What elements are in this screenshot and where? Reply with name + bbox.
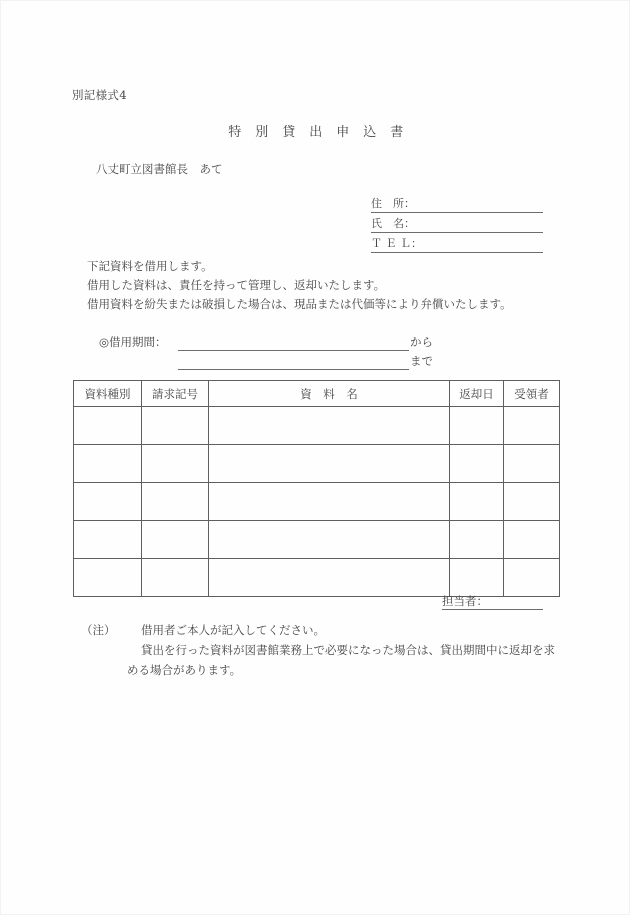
column-header-call-number: 請求記号 bbox=[142, 381, 209, 407]
tel-field-row bbox=[371, 236, 543, 253]
address-field-input[interactable] bbox=[415, 211, 543, 212]
cell-material-name[interactable] bbox=[209, 407, 450, 445]
name-field-row bbox=[371, 216, 543, 233]
column-header-material-name: 資 料 名 bbox=[209, 381, 450, 407]
page-title: 特 別 貸 出 申 込 書 bbox=[228, 125, 404, 140]
cell-receiver[interactable] bbox=[504, 521, 560, 559]
notes-line: 借用者ご本人が記入してください。 bbox=[141, 623, 325, 637]
notes-row bbox=[81, 620, 581, 680]
borrow-period-block bbox=[99, 332, 433, 370]
borrow-period-end-suffix: まで bbox=[410, 354, 433, 368]
table-row bbox=[74, 483, 560, 521]
cell-call-number[interactable] bbox=[142, 483, 209, 521]
address-field-label: 住 所： bbox=[371, 197, 415, 210]
cell-call-number[interactable] bbox=[142, 407, 209, 445]
table-row bbox=[74, 407, 560, 445]
cell-receiver[interactable] bbox=[504, 445, 560, 483]
cell-call-number[interactable] bbox=[142, 559, 209, 597]
cell-call-number[interactable] bbox=[142, 521, 209, 559]
table-row bbox=[74, 559, 560, 597]
cell-material-type[interactable] bbox=[74, 559, 142, 597]
notes-line: 貸出を行った資料が図書館業務上で必要になった場合は、貸出期間中に返却を求 bbox=[141, 643, 555, 657]
cell-return-date[interactable] bbox=[450, 559, 504, 597]
borrow-period-start-input[interactable] bbox=[178, 336, 409, 351]
column-header-return-date: 返却日 bbox=[450, 381, 504, 407]
notes-line: める場合があります。 bbox=[127, 663, 242, 677]
borrow-period-end-row bbox=[99, 351, 433, 370]
cell-material-type[interactable] bbox=[74, 407, 142, 445]
borrow-period-start-row bbox=[99, 332, 433, 351]
borrow-period-start-suffix: から bbox=[410, 335, 433, 349]
column-header-receiver: 受領者 bbox=[504, 381, 560, 407]
table-row bbox=[74, 521, 560, 559]
cell-receiver[interactable] bbox=[504, 559, 560, 597]
staff-in-charge-row bbox=[442, 593, 543, 610]
cell-receiver[interactable] bbox=[504, 407, 560, 445]
borrow-period-end-input[interactable] bbox=[178, 355, 409, 370]
cell-return-date[interactable] bbox=[450, 445, 504, 483]
declaration-line: 下記資料を借用します。 bbox=[87, 259, 213, 273]
borrow-period-label: ◎借用期間： bbox=[99, 335, 167, 349]
cell-material-name[interactable] bbox=[209, 559, 450, 597]
applicant-contact-block bbox=[371, 196, 543, 256]
table-header-row bbox=[74, 381, 560, 407]
cell-material-type[interactable] bbox=[74, 521, 142, 559]
staff-in-charge-input[interactable] bbox=[488, 608, 543, 609]
addressee-line: 八丈町立図書館長 あて bbox=[96, 162, 223, 176]
notes-body bbox=[127, 620, 581, 680]
address-field-row bbox=[371, 196, 543, 213]
name-field-label: 氏 名： bbox=[371, 217, 415, 230]
cell-material-type[interactable] bbox=[74, 483, 142, 521]
table-row bbox=[74, 445, 560, 483]
declaration-line: 借用資料を紛失または破損した場合は、現品または代価等により弁償いたします。 bbox=[87, 297, 512, 311]
column-header-material-type: 資料種別 bbox=[74, 381, 142, 407]
cell-material-name[interactable] bbox=[209, 483, 450, 521]
cell-material-name[interactable] bbox=[209, 521, 450, 559]
cell-return-date[interactable] bbox=[450, 521, 504, 559]
cell-receiver[interactable] bbox=[504, 483, 560, 521]
notes-marker: （注） bbox=[81, 623, 116, 637]
form-number: 別記様式4 bbox=[72, 88, 127, 102]
staff-in-charge-label: 担当者： bbox=[442, 594, 488, 608]
cell-return-date[interactable] bbox=[450, 407, 504, 445]
name-field-input[interactable] bbox=[415, 231, 543, 232]
cell-return-date[interactable] bbox=[450, 483, 504, 521]
declaration-line: 借用した資料は、責任を持って管理し、返却いたします。 bbox=[87, 278, 386, 292]
tel-field-label: Ｔ Ｅ Ｌ： bbox=[371, 237, 422, 250]
notes-block bbox=[81, 620, 581, 680]
tel-field-input[interactable] bbox=[422, 251, 543, 252]
cell-material-type[interactable] bbox=[74, 445, 142, 483]
borrowed-items-table bbox=[73, 380, 560, 597]
declaration-block bbox=[87, 257, 587, 314]
cell-material-name[interactable] bbox=[209, 445, 450, 483]
cell-call-number[interactable] bbox=[142, 445, 209, 483]
